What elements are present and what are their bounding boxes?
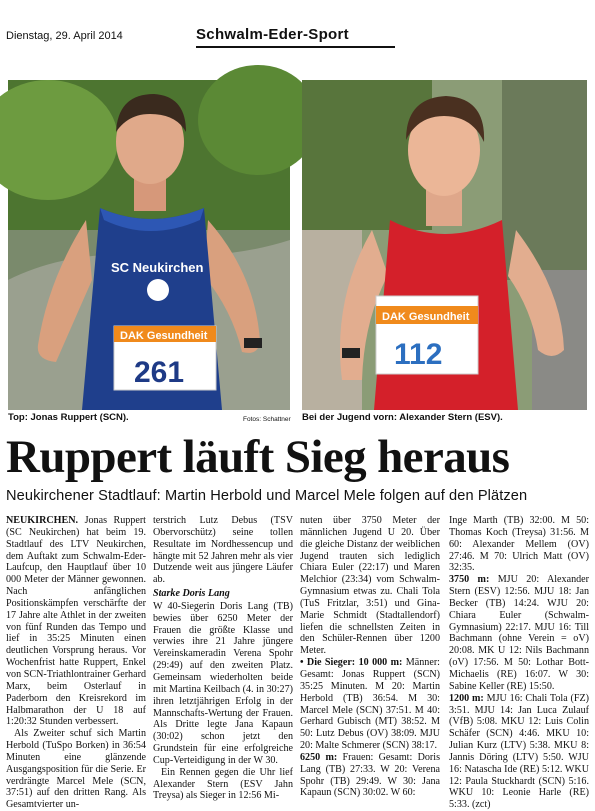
photo-jonas-ruppert	[8, 80, 290, 410]
jersey-club-text: SC Neukirchen	[111, 260, 204, 275]
article-headline: Ruppert läuft Sieg heraus	[6, 431, 510, 483]
issue-date: Dienstag, 29. April 2014	[6, 30, 123, 42]
article-paragraph: Als Zweiter schuf sich Martin Herbold (TuSpo Borken) in 36:54 Minuten eine glänzende Ausgangsposition für die Serie. Er verdrängte Marcel Mele (SCN, 37:51) auf den dritten Rang. Als Gesamtvierter un-	[6, 728, 146, 811]
article-paragraph: nuten über 3750 Meter der männlichen Jugend U 20. Über die gleiche Distanz der weiblichen Jugend trauten sich lediglich Chiara Euler (22:17) und Maren Melchior (23:34) vom Schwalm-Gymnasium etwas zu. Chali Tola (TuS Fritzlar, 3:51) und Gina-Marie Schmidt (Stadtallendorf) liefen die schnellsten Zeiten in den Schüler-Rennen über 1200 Meter.	[300, 515, 440, 657]
photo-credit: Fotos: Schattner	[243, 416, 291, 423]
results-3750m-label: 3750 m:	[449, 574, 490, 586]
article-paragraph	[6, 515, 146, 728]
caption-right-text: Bei der Jugend vorn: Alexander Stern (ESV).	[302, 412, 503, 423]
article-column-1	[6, 515, 146, 811]
results-block	[300, 657, 440, 752]
dateline: NEUKIRCHEN.	[6, 515, 79, 526]
article-column-2	[153, 515, 293, 800]
article-paragraph: Ein Rennen gegen die Uhr lief Alexander Stern (ESV Jahn Treysa) als Sieger in 12:56 Mi-	[153, 766, 293, 802]
section-title-rule	[196, 46, 395, 48]
results-3750m: MJU 20: Alexander Stern (ESV) 12:56. MJU 18: Jan Becker (TB) 14:24. WJU 20: Chiara Euler (Schwalm-Gymnasium) 22:17. MJU 16: Till Bachmann (ohne Verein = oV) 20:08. MK U 12: Nils Bachmann (oV) 17:56. M 50: Lothar Bott-Michaelis (RE) 16:07. W 30: Sabine Keller (RE) 15:50.	[449, 574, 589, 692]
results-1200m: MJU 16: Chali Tola (FZ) 3:51. MJU 14: Jan Luca Zulauf (VfB) 5:08. MKU 12: Luis Colin Schäfer (SCN) 4:46. MKU 10: Julian Kurz (LTV) 5:38. MKU 8: Jannis Döring (LTV) 5:50. WJU 16: Natascha Ide (RE) 5:12. WKU 12: Paula Stuckhardt (SCN) 5:16. WKU 10: Leonie Harle (RE) 5:33. (zct)	[449, 692, 589, 811]
article-subheadline: Neukirchener Stadtlauf: Martin Herbold und Marcel Mele folgen auf den Plätzen	[6, 488, 528, 504]
results-block	[300, 752, 440, 799]
results-6250m: Frauen: Gesamt: Doris Lang (TB) 27:33. W 20: Verena Spohr (TB) 29:49. W 30: Jana Kapaun (SCN) 30:02. W 60:	[300, 751, 440, 799]
photo-alexander-stern	[302, 80, 587, 410]
bib-sponsor-right: DAK Gesundheit	[382, 311, 470, 323]
results-10000m: Männer: Gesamt: Jonas Ruppert (SCN) 35:25 Minuten. M 20: Martin Herbold (TB) 36:54. M 30: Marcel Mele (SCN) 37:51. M 40: Gerhard Gubisch (MT) 38:52. M 50: Lutz Debus (OV) 38:09. MJU 20: Malte Schmerer (SCN) 38:17.	[300, 657, 440, 752]
results-block: Inge Marth (TB) 32:00. M 50: Thomas Koch (Treysa) 31:56. M 60: Alexander Mellem (OV) 27:46. M 70: Ulrich Matt (OV) 32:35.	[449, 515, 589, 574]
article-paragraph: terstrich Lutz Debus (TSV Obervorschütz) seine tollen Resultate im Nordhessencup und hängte mit 52 Jahren mehr als vier Dutzende weit aus jüngere Läufer ab.	[153, 515, 293, 586]
article-column-4	[449, 515, 589, 811]
paragraph-text: Jonas Ruppert (SC Neukirchen) hat beim 19. Stadtlauf des LTV Neukirchen, dem Auftakt zum Schwalm-Eder-Laufcup, den Hauptlauf über 10 000 Meter der Männer gewonnen. Nach anfänglichen Positionskämpfen verschärfte der 17 Jahre alte Athlet in der zweiten von fünf Runden das Tempo und lief in 35:25 Minuten einen deutlichen Vorsprung heraus. Vor Wochenfrist hatte Ruppert, Enkel von SCN-Triathlontrainer Gerhard Marx, beim Osterlauf in Paderborn den Kreisrekord im Halbmarathon der U 18 auf 1:20:32 Stunden verbessert.	[6, 515, 146, 728]
caption-left	[8, 412, 129, 423]
results-1200m-label: 1200 m:	[449, 692, 484, 704]
results-block	[449, 693, 589, 811]
section-title: Schwalm-Eder-Sport	[196, 26, 349, 43]
results-block	[449, 574, 589, 692]
article-paragraph: W 40-Siegerin Doris Lang (TB) bewies über 6250 Meter der Frauen die größte Klasse und verwies ihre 21 Jahre jüngere Vereinskameradin Verena Spohr (29:49) auf den zweiten Platz. Gemeinsam wiederholten beide mit Martina Keilbach (4. in 30:27) ihren letztjährigen Erfolg in der Mannschafts-Wertung der Frauen. Als Dritte legte Jana Kapaun (30:02) schon jetzt den Grundstein für eine erfolgreiche Cup-Verteidigung in der W 30.	[153, 600, 293, 766]
article-subhead: Starke Doris Lang	[153, 588, 230, 600]
results-10000m-label: 10 000 m:	[358, 657, 403, 669]
bib-number-right: 112	[394, 338, 443, 371]
bib-sponsor-left: DAK Gesundheit	[120, 330, 208, 342]
caption-left-text: Top: Jonas Ruppert (SCN).	[8, 412, 129, 423]
results-6250m-label: 6250 m:	[300, 751, 338, 763]
bib-number-left: 261	[134, 356, 185, 389]
results-label: • Die Sieger:	[300, 657, 356, 669]
caption-right	[302, 412, 503, 423]
article-column-3	[300, 515, 440, 800]
